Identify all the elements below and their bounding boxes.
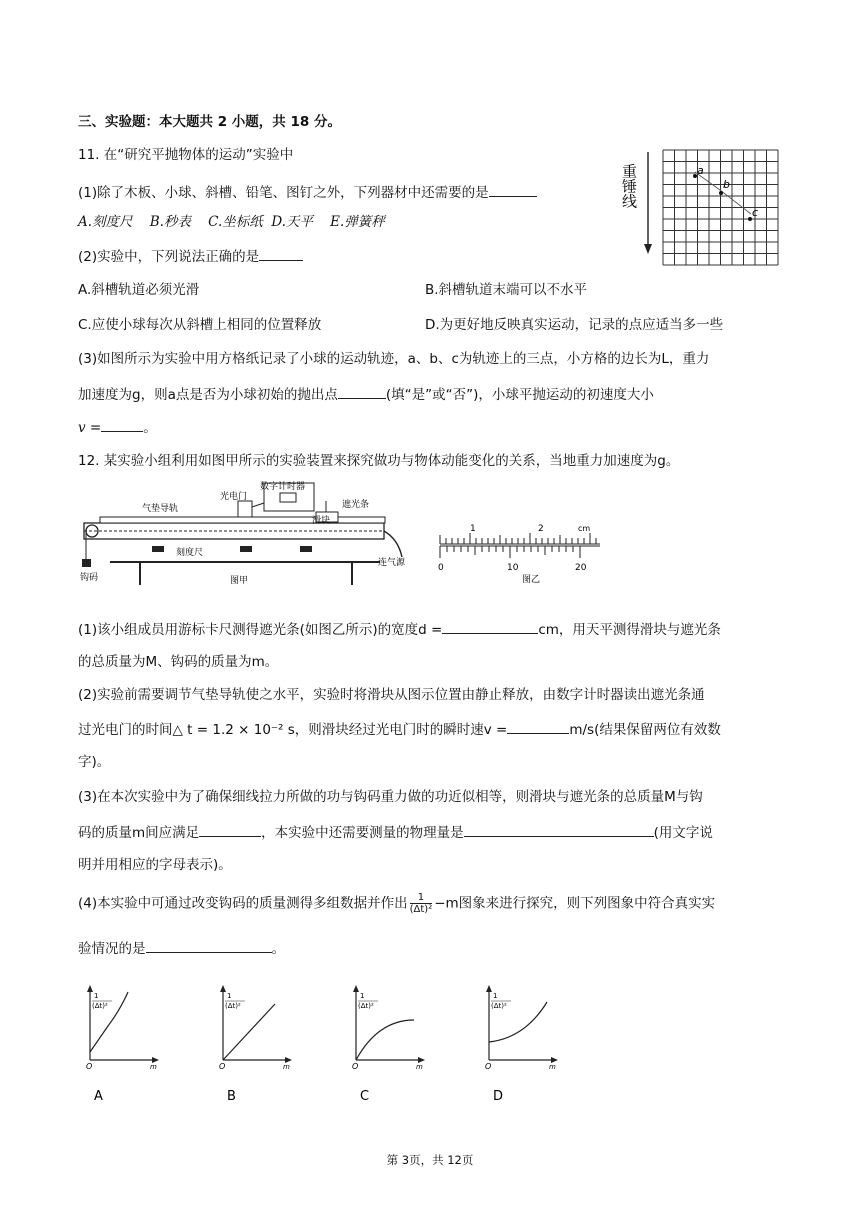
- q11-part3-text-a: 加速度为g，则a点是否为小球初始的抛出点: [78, 387, 338, 403]
- q12-part3-text-c: (用文字说: [653, 825, 713, 841]
- option-b: B.秒表: [149, 214, 191, 230]
- main-label-2: 2: [538, 524, 544, 534]
- answer-blank[interactable]: [507, 719, 569, 734]
- q12-part1-text-b: cm，用天平测得滑块与遮光条: [538, 622, 721, 638]
- q11-option-a: A.斜槽轨道必须光滑: [78, 282, 200, 298]
- q12-part3-text-a: 码的质量m间应满足: [78, 825, 200, 841]
- hook-weight: [82, 559, 91, 567]
- label-timer: 数字计时器: [260, 482, 306, 492]
- ylabel-numerator: 1: [227, 992, 232, 1000]
- option-label: B: [227, 1089, 236, 1104]
- plumb-arrow: [644, 244, 652, 254]
- q12-part1-line1: [78, 619, 721, 639]
- option-e: E.弹簧秤: [330, 214, 385, 230]
- origin-label: O: [86, 1062, 93, 1071]
- answer-blank[interactable]: [101, 417, 143, 432]
- q11-option-b: B.斜槽轨道末端可以不水平: [425, 282, 588, 298]
- q12-part2-text-a: 过光电门的时间△ t = 1.2 × 10⁻² s，则滑块经过光电门时的瞬时速v =: [78, 722, 508, 738]
- caption-yi: 图乙: [522, 575, 541, 585]
- main-label-1: 1: [470, 524, 476, 534]
- point-b: [719, 191, 723, 195]
- q12-part1-text-a: (1)该小组成员用游标卡尺测得遮光条(如图乙所示)的宽度d =: [78, 622, 443, 638]
- q12-part2-line1: (2)实验前需要调节气垫导轨使之水平，实验时将滑块从图示位置由静止释放，由数字计时器读出遮光条通: [78, 687, 705, 703]
- q11-stem: 11. 在“研究平抛物体的运动”实验中: [78, 147, 294, 163]
- answer-blank[interactable]: [442, 619, 538, 634]
- ylabel-denominator: (Δt)²: [92, 1002, 108, 1010]
- air-hose: [384, 531, 402, 557]
- main-scale-ticks: [440, 533, 596, 544]
- curve: [356, 1020, 414, 1060]
- label-slider: 滑块: [312, 516, 331, 526]
- figure-jia: [80, 479, 425, 591]
- option-a: A.刻度尺: [78, 214, 133, 230]
- q12-part4-text-c: 验情况的是: [78, 941, 146, 957]
- foot-right: [300, 546, 312, 552]
- q12-part3-text-b: ，本实验中还需要测量的物理量是: [261, 825, 464, 841]
- q11-part3-line2: [78, 384, 654, 404]
- plumb-line-label: [620, 164, 638, 210]
- ylabel-denominator: (Δt)²: [491, 1002, 507, 1010]
- vernier-ticks: [440, 546, 580, 558]
- graph-option-a: [86, 985, 159, 1104]
- period: 。: [271, 941, 285, 957]
- q12-part4-line1: [78, 892, 715, 915]
- q12-part1-line2: 的总质量为M、钩码的质量为m。: [78, 654, 279, 670]
- q11-part1: [78, 182, 537, 202]
- answer-blank[interactable]: [199, 822, 261, 837]
- q11-part2-text: (2)实验中，下列说法正确的是: [78, 249, 260, 265]
- q12-part4-line2: [78, 938, 285, 958]
- option-c: C.坐标纸: [208, 214, 263, 230]
- q12-part3-line1: (3)在本次实验中为了确保细线拉力所做的功与钩码重力做的功近似相等，则滑块与遮光条的总质量M与钩: [78, 789, 703, 805]
- y-arrow: [87, 985, 93, 992]
- q11-part1-text: (1)除了木板、小球、斜槽、铅笔、图钉之外，下列器材中还需要的是: [78, 185, 489, 201]
- label-a: a: [697, 164, 704, 177]
- q11-part3-line1: (3)如图所示为实验中用方格纸记录了小球的运动轨迹，a、b、c为轨迹上的三点，小方格的边长为L，重力: [78, 351, 710, 367]
- answer-blank[interactable]: [338, 384, 386, 399]
- q12-part2-text-b: m/s(结果保留两位有效数: [569, 722, 721, 738]
- label-weight: 钩码: [80, 573, 99, 583]
- foot-left: [152, 546, 164, 552]
- v-symbol: v =: [78, 420, 102, 436]
- q12-part3-line2: [78, 822, 713, 842]
- foot-mid: [240, 546, 252, 552]
- option-label: C: [360, 1089, 370, 1104]
- timer-cable: [252, 503, 264, 507]
- y-arrow: [486, 985, 492, 992]
- track-top: [100, 517, 385, 523]
- label-ruler: 刻度尺: [176, 548, 204, 558]
- xlabel: m: [416, 1063, 423, 1071]
- option-d: D.天平: [271, 214, 313, 230]
- figure-yi: [430, 520, 610, 594]
- label-strip: 遮光条: [342, 500, 370, 510]
- q12-part4-text-b: −m图象来进行探究，则下列图象中符合真实实: [434, 895, 716, 912]
- answer-blank[interactable]: [489, 182, 537, 197]
- q11-part1-options: [78, 213, 385, 231]
- fraction-numerator: 1: [410, 892, 433, 904]
- q12-part2-line2: [78, 719, 721, 739]
- fraction-denominator: (Δt)²: [409, 904, 433, 915]
- page-footer: 第 3页，共 12页: [386, 1153, 474, 1167]
- caption-jia: 图甲: [230, 576, 249, 586]
- xlabel: m: [283, 1063, 290, 1071]
- answer-blank[interactable]: [146, 938, 272, 953]
- origin-label: O: [485, 1062, 492, 1071]
- photogate: [238, 501, 252, 517]
- label-c: c: [752, 206, 759, 219]
- answer-blank[interactable]: [259, 246, 303, 261]
- answer-blank[interactable]: [464, 822, 654, 837]
- ylabel-denominator: (Δt)²: [358, 1002, 374, 1010]
- label-photogate: 光电门: [220, 492, 248, 502]
- label-track: 气垫导轨: [142, 504, 179, 514]
- q12-part4-text-a: (4)本实验中可通过改变钩码的质量测得多组数据并作出: [78, 895, 408, 912]
- square-grid: [663, 150, 778, 265]
- q11-part2: [78, 246, 303, 266]
- svg-text:重锤线: 重锤线: [620, 163, 638, 209]
- q11-part3-text-b: (填“是”或“否”)，小球平抛运动的初速度大小: [385, 387, 654, 403]
- option-label: D: [493, 1089, 504, 1104]
- q11-option-c: C.应使小球每次从斜槽上相同的位置释放: [78, 317, 322, 333]
- label-air: 连气源: [378, 558, 406, 568]
- q12-stem: 12. 某实验小组利用如图甲所示的实验装置来探究做功与物体动能变化的关系，当地重力加速度为g。: [78, 453, 680, 469]
- q12-part2-line3: 字)。: [78, 754, 111, 770]
- ylabel-denominator: (Δt)²: [225, 1002, 241, 1010]
- origin-label: O: [219, 1062, 226, 1071]
- grid-figure: [615, 148, 780, 272]
- graph-options: [80, 982, 580, 1116]
- section-header: 三、实验题：本大题共 2 小题，共 18 分。: [78, 114, 341, 130]
- y-arrow: [353, 985, 359, 992]
- period: 。: [143, 420, 157, 436]
- graph-option-c: [352, 985, 425, 1104]
- option-label: A: [94, 1089, 103, 1104]
- graph-option-b: [219, 985, 292, 1104]
- q11-part3-line3: [78, 417, 157, 437]
- ylabel-numerator: 1: [493, 992, 498, 1000]
- graph-option-d: [485, 985, 558, 1104]
- curve: [223, 1004, 275, 1060]
- vernier-label-0: 0: [438, 563, 444, 573]
- vernier-label-10: 10: [507, 563, 519, 573]
- origin-label: O: [352, 1062, 359, 1071]
- xlabel: m: [150, 1063, 157, 1071]
- fraction: [410, 892, 433, 915]
- y-arrow: [220, 985, 226, 992]
- unit-label: cm: [578, 524, 591, 533]
- q11-option-d: D.为更好地反映真实运动，记录的点应适当多一些: [425, 317, 724, 333]
- q12-part3-line3: 明并用相应的字母表示)。: [78, 857, 232, 873]
- label-b: b: [723, 178, 730, 191]
- ylabel-numerator: 1: [94, 992, 99, 1000]
- ylabel-numerator: 1: [360, 992, 365, 1000]
- xlabel: m: [549, 1063, 556, 1071]
- vernier-label-20: 20: [575, 563, 587, 573]
